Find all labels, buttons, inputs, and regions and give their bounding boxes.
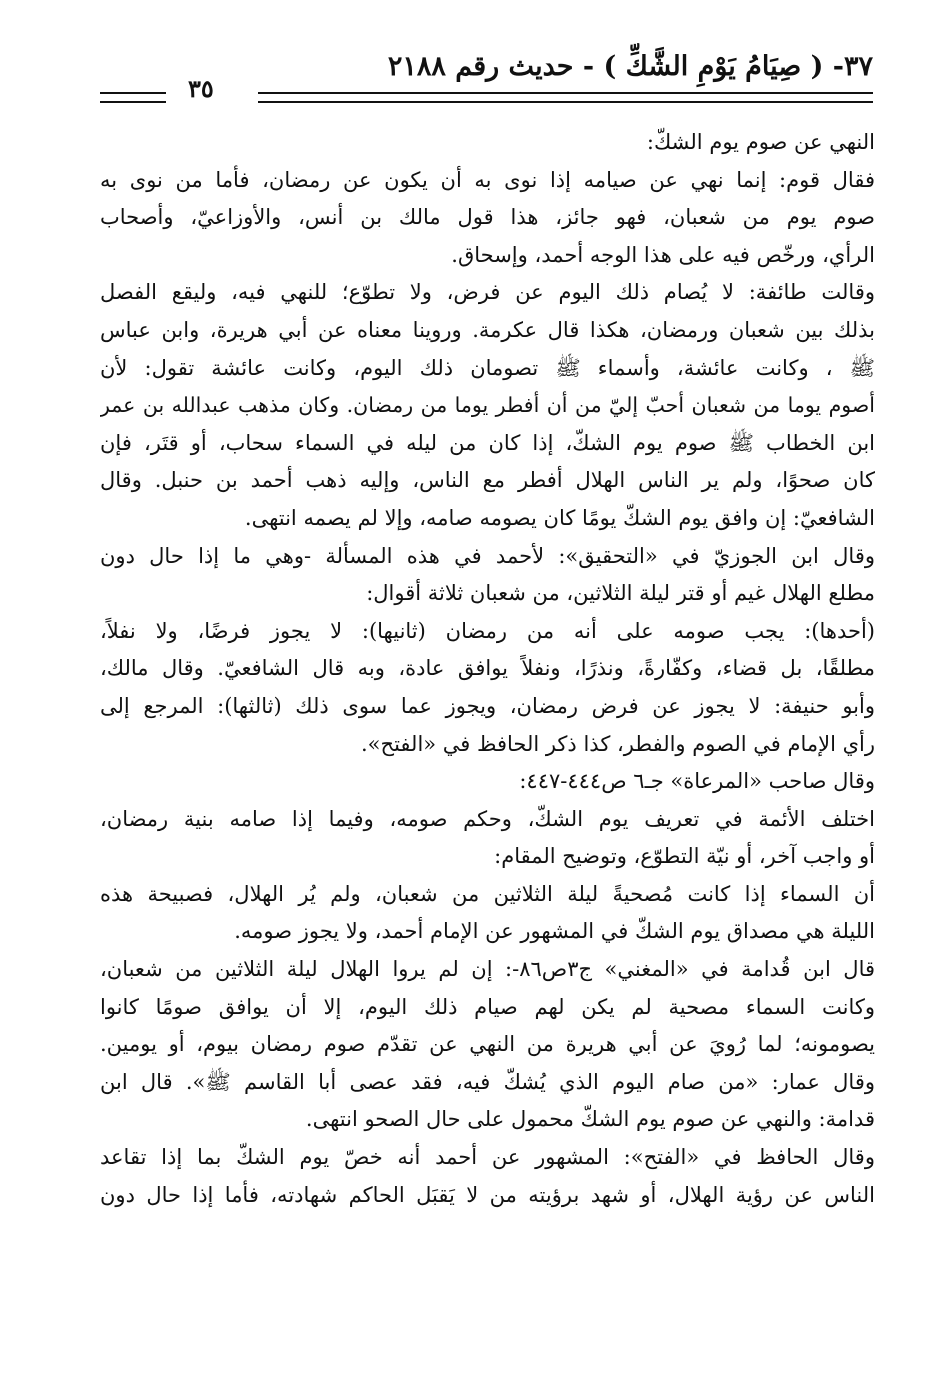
text-line: اختلف الأئمة في تعريف يوم الشكّ، وحكم صومه، وفيما إذا صامه بنية رمضان، [100,806,875,831]
text-line: وقال صاحب «المرعاة» جـ٦ ص٤٤٤-٤٤٧: [519,769,875,794]
text-line: وقال ابن الجوزيّ في «التحقيق»: لأحمد في هذه المسألة -وهي ما إذا حال دون [100,543,875,568]
text-line: مطلقًا، بل قضاء، وكفّارةً، ونذرًا، ونفلاً يوافق عادة، وبه قال الشافعيّ. وقال مالك، [100,656,875,681]
running-title: ٣٧- ( صِيَامُ يَوْمِ الشَّكِّ ) - حديث رقم ٢١٨٨ [387,51,873,82]
page-header [100,48,873,108]
text-line: كان صحوًا، ولم ير الناس الهلال أفطر مع الناس، وإليه ذهب أحمد بن حنبل. وقال [100,468,875,493]
text-line: (أحدها): يجب صومه على أنه من رمضان (ثانيها): لا يجوز فرضًا، ولا نفلاً، [100,618,875,643]
text-line: النهي عن صوم يوم الشكّ: [646,130,875,154]
header-double-rule [258,92,873,103]
body-text [100,124,875,1214]
text-line: رأي الإمام في الصوم والفطر، كذا ذكر الحافظ في «الفتح». [361,731,875,756]
text-line: يصومونه؛ لما رُويَ عن أبي هريرة من النهي عن تقدّم صوم رمضان بيوم، أو يومين. [100,1032,875,1057]
text-line: بذلك بين شعبان ورمضان، هكذا قال عكرمة. وروينا معناه عن أبي هريرة، وابن عباس [100,317,875,342]
text-line: الرأي، ورخّص فيه على هذا الوجه أحمد، وإسحاق. [451,242,875,267]
text-line: الشافعيّ: إن وافق يوم الشكّ يومًا كان يصومه صامه، وإلا لم يصمه انتهى. [244,505,875,530]
text-line: وكانت السماء مصحية لم يكن لهم صيام ذلك اليوم، إلا أن يوافق صومًا كانوا [100,994,875,1019]
text-line: الناس عن رؤية الهلال، أو شهد برؤيته من لا يَقبَل الحاكم شهادته، فأما إذا حال دون [100,1182,875,1207]
text-line: ﷺ ، وكانت عائشة، وأسماء ﷺ تصومان ذلك اليوم، وكانت عائشة تقول: لأن [100,355,875,380]
text-line: ابن الخطاب ﷺ صوم يوم الشكّ، إذا كان من ليله في السماء سحاب، أو قتَر، فإن [100,430,875,455]
text-line: الليلة هي مصداق يوم الشكّ في المشهور عن الإمام أحمد، ولا يجوز صومه. [234,919,875,944]
text-line: أصوم يوما من شعبان أحبّ إليّ من أن أفطر يوما من رمضان. وكان مذهب عبدالله بن عمر [100,393,875,418]
text-line: وقال الحافظ في «الفتح»: المشهور عن أحمد أنه خصّ يوم الشكّ بما إذا تقاعد [100,1145,875,1170]
text-line: وقالت طائفة: لا يُصام ذلك اليوم عن فرض، ولا تطوّع؛ للنهي فيه، وليقع الفصل [100,280,875,305]
text-line: وقال عمار: «من صام اليوم الذي يُشكّ فيه، فقد عصى أبا القاسم ﷺ». قال ابن [100,1069,875,1094]
text-line: مطلع الهلال غيم أو قتر ليلة الثلاثين، من شعبان ثلاثة أقوال: [366,581,875,606]
text-line: وأبو حنيفة: لا يجوز عن فرض رمضان، ويجوز عما سوى ذلك (ثالثها): المرجع إلى [100,693,875,718]
text-line: صوم يوم من شعبان، فهو جائز، هذا قول مالك بن أنس، والأوزاعيّ، وأصحاب [100,205,875,230]
text-line: قال ابن قُدامة في «المغني» ج٣ص٨٦-: إن لم يروا الهلال ليلة الثلاثين من شعبان، [100,957,875,982]
text-line: قدامة: والنهي عن صوم يوم الشكّ محمول على حال الصحو انتهى. [305,1107,875,1132]
header-short-double-rule [100,92,166,103]
text-line: فقال قوم: إنما نهي عن صيامه إذا نوى به أن يكون عن رمضان، فأما من نوى به [100,167,875,192]
text-line: أن السماء إذا كانت مُصحيةً ليلة الثلاثين من شعبان، ولم يُر الهلال، فصبيحة هذه [100,881,875,906]
text-line: أو واجب آخر، أو نيّة التطوّع، وتوضيح المقام: [494,844,875,869]
page-number: ٣٥ [188,74,214,103]
